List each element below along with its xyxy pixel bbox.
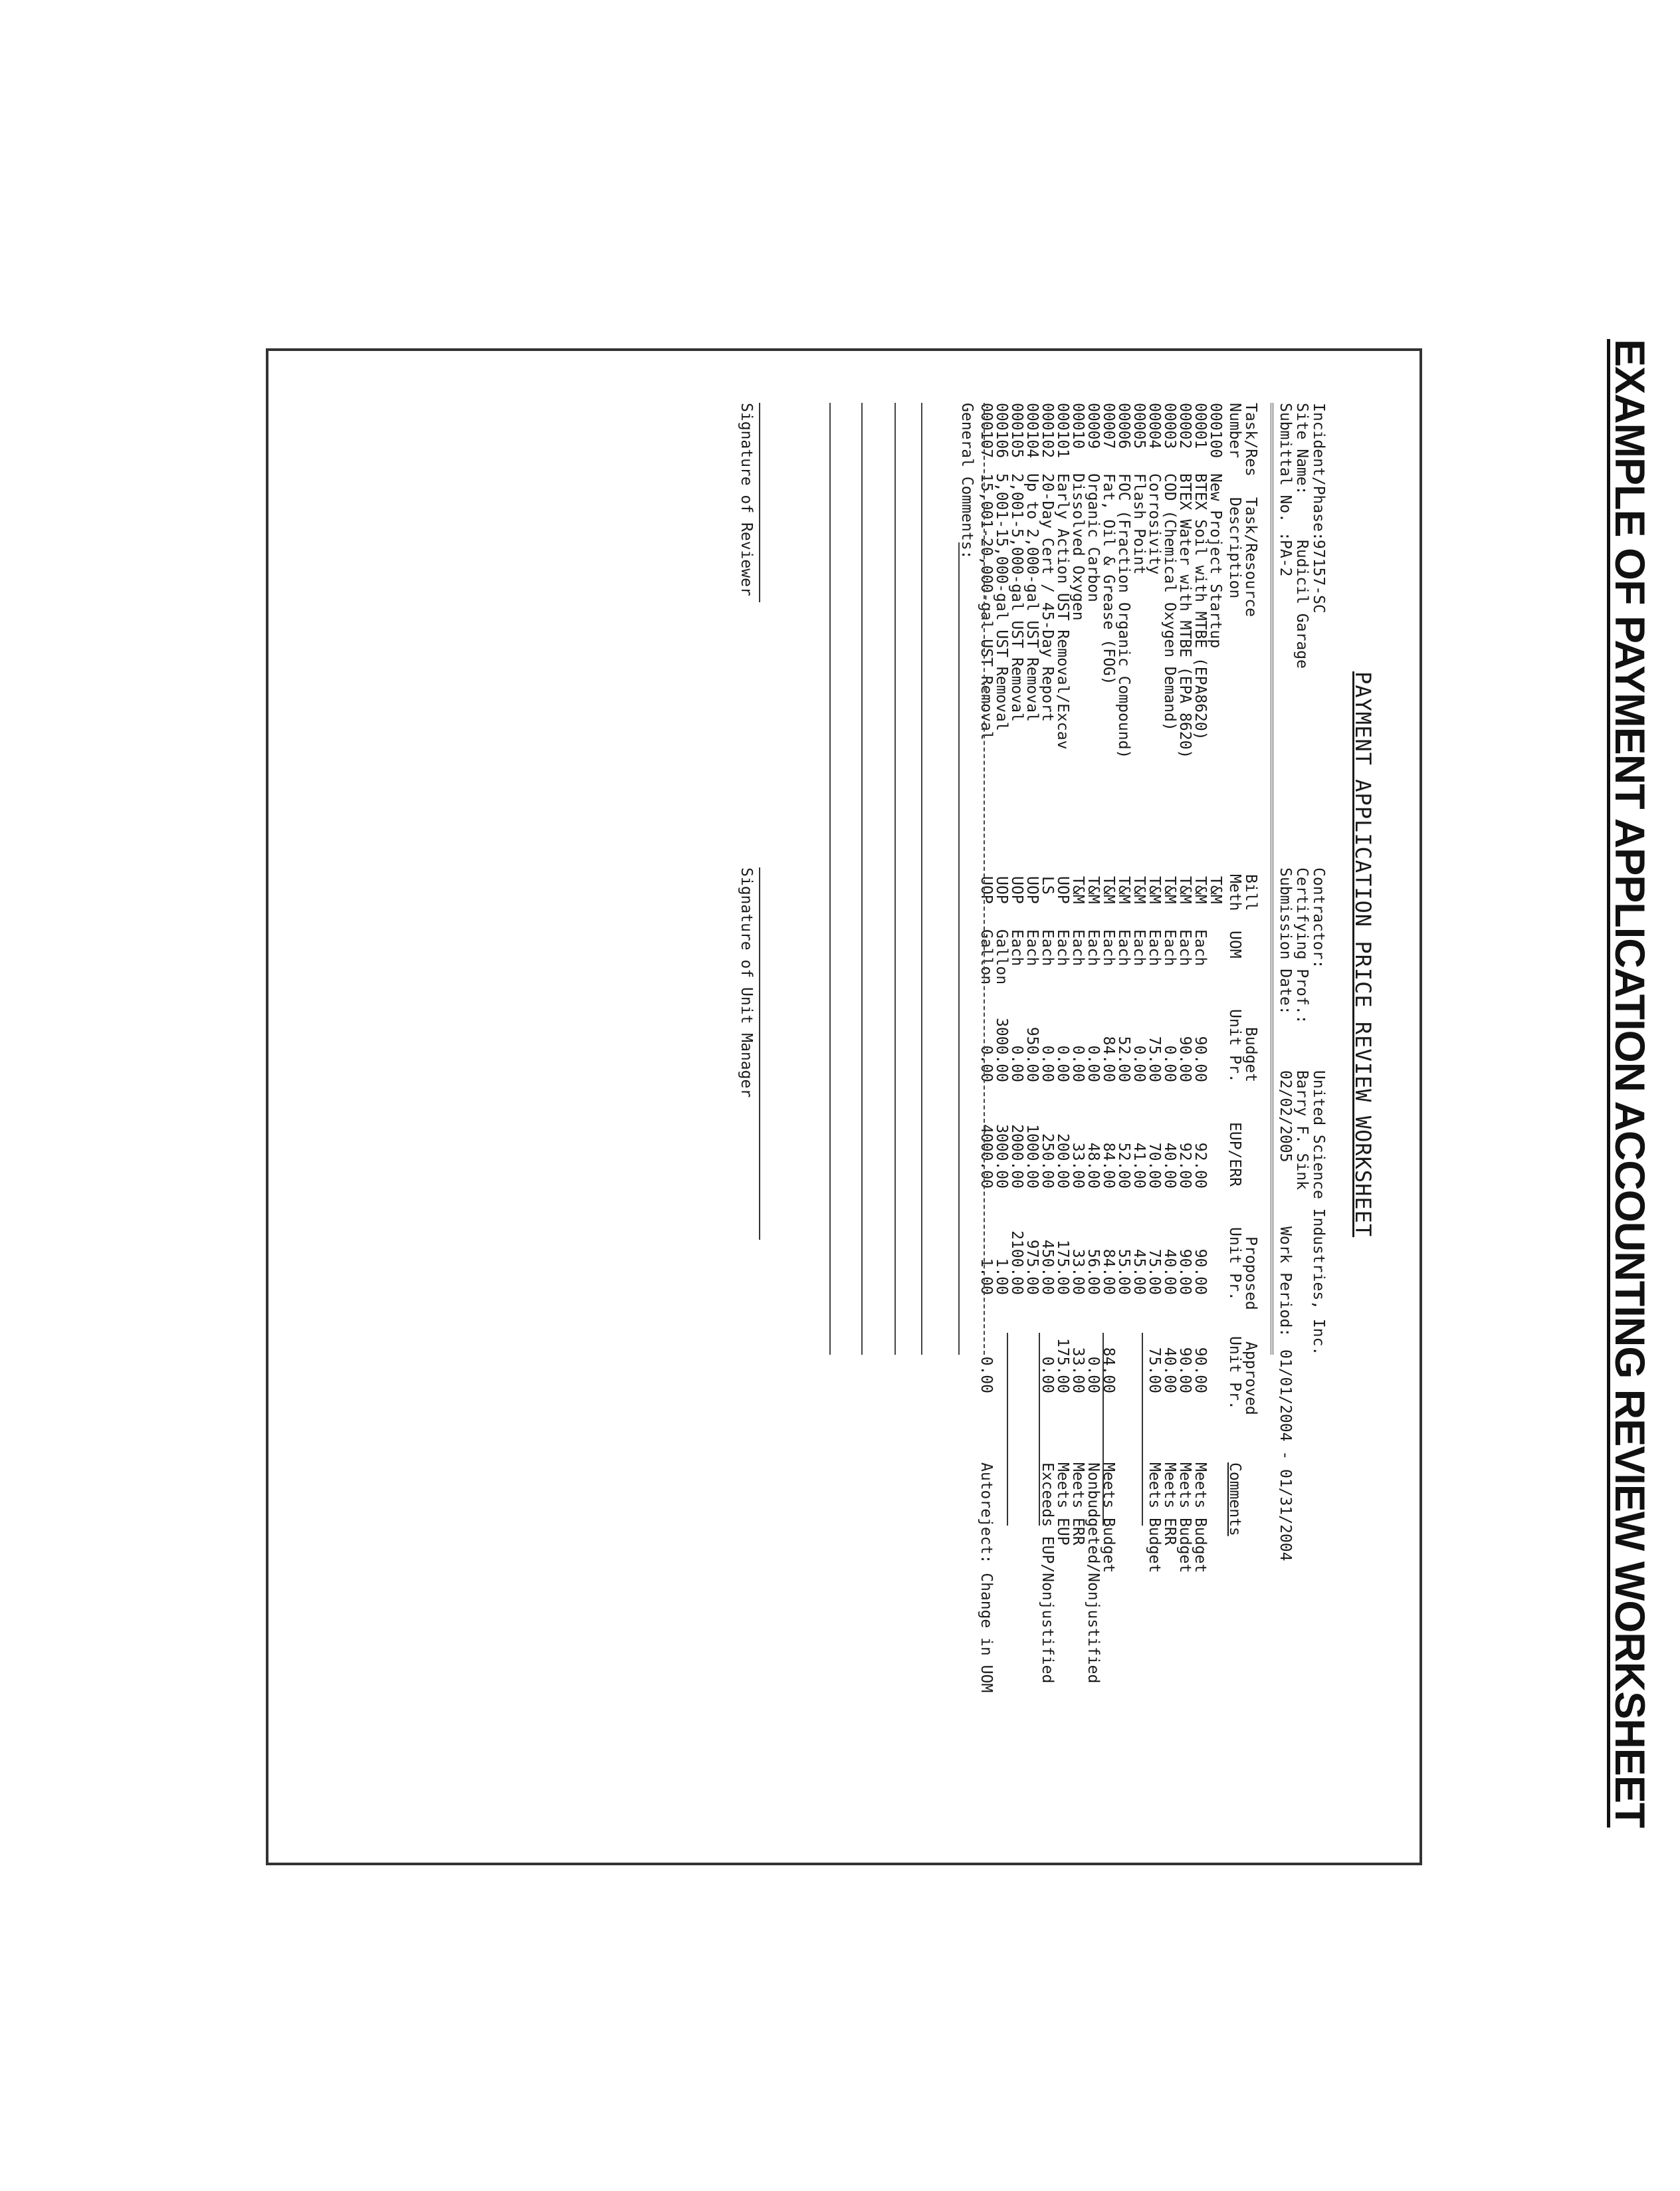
task-number: 000100 — [1207, 403, 1224, 459]
approved-unit-price: 0.00 — [1085, 1356, 1102, 1393]
bill-method: T&M — [1161, 876, 1178, 904]
col-task-1: Task/Res — [1242, 403, 1259, 477]
general-comments-line — [921, 403, 922, 1355]
task-number: 00003 — [1161, 403, 1178, 449]
col-approved-1: Approved — [1242, 1341, 1259, 1415]
bill-method: T&M — [1146, 876, 1163, 904]
table-row — [1009, 0, 1024, 2191]
eup-err: 1000.00 — [1023, 1124, 1041, 1189]
comment: Meets ERR — [1161, 1462, 1178, 1546]
col-budget-1: Budget — [1242, 1027, 1259, 1083]
group-rule — [1039, 1333, 1040, 1526]
reviewer-signature-line — [759, 403, 760, 602]
table-row — [1101, 0, 1116, 2191]
task-description: Dissolved Oxygen — [1069, 473, 1087, 621]
task-description: Fat, Oil & Grease (FOG) — [1100, 473, 1117, 685]
task-description: COD (Chemical Oxygen Demand) — [1161, 473, 1178, 731]
budget-unit-price: 0.00 — [1161, 1045, 1178, 1082]
task-number: 00006 — [1115, 403, 1132, 449]
uom: Each — [1085, 929, 1102, 967]
task-description: 2,001-5,000-gal UST Removal — [1008, 473, 1025, 722]
proposed-unit-price: 75.00 — [1146, 1248, 1163, 1295]
general-comments-line — [861, 403, 863, 1355]
uom: Each — [1039, 929, 1056, 967]
budget-unit-price: 84.00 — [1100, 1036, 1117, 1082]
task-description: 5,001-15,000-gal UST Removal — [993, 473, 1010, 731]
proposed-unit-price: 33.00 — [1069, 1248, 1087, 1295]
col-bill-2: Meth — [1226, 874, 1243, 911]
task-description: 15,001-20,000-gal UST Removal — [978, 473, 995, 741]
table-row — [1025, 0, 1039, 2191]
budget-unit-price: 0.00 — [1008, 1045, 1025, 1082]
budget-unit-price: 950.00 — [1023, 1026, 1041, 1082]
comment: Meets Budget — [1100, 1462, 1117, 1573]
eup-err: 40.00 — [1161, 1142, 1178, 1189]
task-description: FOC (Fraction Organic Compound) — [1115, 473, 1132, 759]
general-comments-label: General Comments: — [958, 403, 976, 560]
task-description: Flash Point — [1130, 473, 1148, 575]
worksheet-title: PAYMENT APPLICATION PRICE REVIEW WORKSHEET — [1350, 671, 1376, 1238]
task-number: 00007 — [1100, 403, 1117, 449]
col-proposed-2: Unit Pr. — [1226, 1227, 1243, 1301]
proposed-unit-price: 56.00 — [1085, 1248, 1102, 1295]
proposed-unit-price: 40.00 — [1161, 1248, 1178, 1295]
col-bill-1: Bill — [1242, 874, 1259, 911]
uom: Each — [1069, 929, 1087, 967]
task-description: Corrosivity — [1146, 473, 1163, 575]
uom: Gallon — [993, 929, 1010, 985]
col-eup-err: EUP/ERR — [1226, 1122, 1243, 1187]
task-description: Up to 2,000-gal UST Removal — [1023, 473, 1041, 722]
reviewer-signature-label: Signature of Reviewer — [738, 403, 755, 596]
comment: Meets Budget — [1146, 1462, 1163, 1573]
col-comments: Comments — [1226, 1462, 1243, 1536]
table-row — [979, 0, 994, 2191]
budget-unit-price: 0.00 — [1130, 1045, 1148, 1082]
submittal-value: PA-2 — [1277, 540, 1294, 577]
budget-unit-price: 0.00 — [1069, 1045, 1087, 1082]
uom: Each — [1192, 929, 1209, 967]
bill-method: T&M — [1100, 876, 1117, 904]
table-row — [1147, 0, 1162, 2191]
task-number: 000107 — [978, 403, 995, 459]
proposed-unit-price: 175.00 — [1054, 1239, 1071, 1295]
task-number: 00010 — [1069, 403, 1087, 449]
eup-err: 4000.00 — [978, 1124, 995, 1189]
comment: Meets Budget — [1176, 1462, 1194, 1573]
proposed-unit-price: 1.00 — [993, 1258, 1010, 1295]
eup-err: 250.00 — [1039, 1133, 1056, 1189]
table-row — [1086, 0, 1101, 2191]
eup-err: 84.00 — [1100, 1142, 1117, 1189]
task-number: 00009 — [1085, 403, 1102, 449]
table-row — [1178, 0, 1192, 2191]
uom: Each — [1100, 929, 1117, 967]
task-number: 00001 — [1192, 403, 1209, 449]
contractor-label: Contractor: — [1310, 867, 1327, 969]
proposed-unit-price: 90.00 — [1176, 1248, 1194, 1295]
budget-unit-price: 0.00 — [1085, 1045, 1102, 1082]
col-approved-2: Unit Pr. — [1226, 1336, 1243, 1410]
task-description: Early Action UST Removal/Excav — [1054, 473, 1071, 750]
comment: Meets Budget — [1192, 1462, 1209, 1573]
site-label: Site Name: — [1293, 403, 1311, 495]
approved-unit-price: 90.00 — [1176, 1347, 1194, 1393]
certifying-value: Barry F. Sink — [1293, 1070, 1311, 1191]
eup-err: 92.00 — [1176, 1142, 1194, 1189]
bill-method: T&M — [1130, 876, 1148, 904]
bill-method: UOP — [978, 876, 995, 904]
eup-err: 52.00 — [1115, 1142, 1132, 1189]
col-budget-2: Unit Pr. — [1226, 1009, 1243, 1083]
eup-err: 2000.00 — [1008, 1124, 1025, 1189]
contractor-value: United Science Industries, Inc. — [1310, 1070, 1327, 1356]
bill-method: UOP — [1054, 876, 1071, 904]
bill-method: T&M — [1176, 876, 1194, 904]
incident-value: 97157-SC — [1310, 540, 1327, 614]
budget-unit-price: 0.00 — [1054, 1045, 1071, 1082]
table-row — [1132, 0, 1146, 2191]
budget-unit-price: 52.00 — [1115, 1036, 1132, 1082]
bill-method: UOP — [993, 876, 1010, 904]
bill-method: T&M — [1085, 876, 1102, 904]
proposed-unit-price: 975.00 — [1023, 1239, 1041, 1295]
eup-err: 41.00 — [1130, 1142, 1148, 1189]
proposed-unit-price: 45.00 — [1130, 1248, 1148, 1295]
proposed-unit-price: 84.00 — [1100, 1248, 1117, 1295]
approved-unit-price: 40.00 — [1161, 1347, 1178, 1393]
table-row — [1055, 0, 1070, 2191]
approved-unit-price: 84.00 — [1100, 1347, 1117, 1393]
bill-method: LS — [1039, 876, 1056, 895]
submission-date-value: 02/02/2005 — [1277, 1070, 1294, 1163]
eup-err: 33.00 — [1069, 1142, 1087, 1189]
approved-unit-price: 0.00 — [978, 1356, 995, 1393]
col-desc-1: Task/Resource — [1242, 497, 1259, 618]
work-period-value: 01/01/2004 - 01/31/2004 — [1277, 1349, 1294, 1561]
task-number: 00005 — [1130, 403, 1148, 449]
proposed-unit-price: 55.00 — [1115, 1248, 1132, 1295]
budget-unit-price: 90.00 — [1192, 1036, 1209, 1082]
budget-unit-price: 0.00 — [1039, 1045, 1056, 1082]
work-period-label: Work Period: — [1277, 1226, 1294, 1337]
budget-unit-price: 90.00 — [1176, 1036, 1194, 1082]
table-row — [1040, 0, 1055, 2191]
bill-method: T&M — [1207, 876, 1224, 904]
task-description: Organic Carbon — [1085, 473, 1102, 602]
bill-method: T&M — [1115, 876, 1132, 904]
comment: Autoreject: Change in UOM — [978, 1462, 995, 1693]
incident-label: Incident/Phase: — [1310, 403, 1327, 541]
manager-signature-label: Signature of Unit Manager — [738, 867, 755, 1098]
task-number: 00002 — [1176, 403, 1194, 449]
uom: Each — [1023, 929, 1041, 967]
budget-unit-price: 0.00 — [978, 1045, 995, 1082]
task-number: 000101 — [1054, 403, 1071, 459]
task-description: BTEX Water with MTBE (EPA 8620) — [1176, 473, 1194, 759]
eup-err: 3000.00 — [993, 1124, 1010, 1189]
table-row — [1162, 0, 1177, 2191]
approved-unit-price: 33.00 — [1069, 1347, 1087, 1393]
uom: Each — [1130, 929, 1148, 967]
eup-err: 48.00 — [1085, 1142, 1102, 1189]
banner-title: EXAMPLE OF PAYMENT APPLICATION ACCOUNTING REVIEW WORKSHEET — [1606, 339, 1653, 1828]
submission-date-label: Submission Date: — [1277, 867, 1294, 1015]
group-rule — [1142, 1333, 1143, 1526]
header-separator — [1271, 403, 1273, 1355]
submittal-label: Submittal No. : — [1277, 403, 1294, 541]
group-rule — [1102, 1333, 1104, 1526]
eup-err: 200.00 — [1054, 1133, 1071, 1189]
proposed-unit-price: 2100.00 — [1008, 1230, 1025, 1295]
bill-method: UOP — [1008, 876, 1025, 904]
approved-unit-price: 90.00 — [1192, 1347, 1209, 1393]
general-comments-line — [958, 542, 960, 1355]
site-value: Rudicil Garage — [1293, 540, 1311, 669]
table-row — [1116, 0, 1131, 2191]
comment: Meets EUP — [1054, 1462, 1071, 1546]
task-description: New Project Startup — [1207, 473, 1224, 649]
general-comments-line — [829, 403, 831, 1355]
proposed-unit-price: 90.00 — [1192, 1248, 1209, 1295]
uom: Each — [1008, 929, 1025, 967]
col-desc-2: Description — [1226, 497, 1243, 599]
comment: Exceeds EUP/Nonjustified — [1039, 1462, 1056, 1684]
table-end-separator — [984, 403, 985, 1355]
bill-method: UOP — [1023, 876, 1041, 904]
uom: Gallon — [978, 929, 995, 985]
col-proposed-1: Proposed — [1242, 1236, 1259, 1310]
table-row — [1071, 0, 1085, 2191]
col-uom: UOM — [1226, 931, 1243, 959]
table-row — [1208, 0, 1223, 2191]
task-number: 000102 — [1039, 403, 1056, 459]
certifying-label: Certifying Prof.: — [1293, 867, 1311, 1024]
approved-unit-price: 75.00 — [1146, 1347, 1163, 1393]
bill-method: T&M — [1069, 876, 1087, 904]
task-number: 000106 — [993, 403, 1010, 459]
table-row — [994, 0, 1009, 2191]
task-number: 00004 — [1146, 403, 1163, 449]
proposed-unit-price: 450.00 — [1039, 1239, 1056, 1295]
uom: Each — [1054, 929, 1071, 967]
table-row — [1193, 0, 1208, 2191]
budget-unit-price: 75.00 — [1146, 1036, 1163, 1082]
manager-signature-line — [759, 867, 760, 1240]
col-task-2: Number — [1226, 403, 1243, 459]
task-description: 20-Day Cert / 45-Day Report — [1039, 473, 1056, 722]
approved-unit-price: 0.00 — [1039, 1356, 1056, 1393]
eup-err: 70.00 — [1146, 1142, 1163, 1189]
task-number: 000105 — [1008, 403, 1025, 459]
proposed-unit-price: 1.00 — [978, 1258, 995, 1295]
uom: Each — [1146, 929, 1163, 967]
budget-unit-price: 3000.00 — [993, 1018, 1010, 1082]
eup-err: 92.00 — [1192, 1142, 1209, 1189]
general-comments-line — [894, 403, 896, 1355]
approved-unit-price: 175.00 — [1054, 1337, 1071, 1393]
task-number: 000104 — [1023, 403, 1041, 459]
uom: Each — [1176, 929, 1194, 967]
uom: Each — [1115, 929, 1132, 967]
task-description: BTEX Soil with MTBE (EPA8620) — [1192, 473, 1209, 741]
comment: Meets ERR — [1069, 1462, 1087, 1546]
group-rule — [1007, 1333, 1008, 1526]
bill-method: T&M — [1192, 876, 1209, 904]
comment: Nonbudgeted/Nonjustified — [1085, 1462, 1102, 1684]
uom: Each — [1161, 929, 1178, 967]
